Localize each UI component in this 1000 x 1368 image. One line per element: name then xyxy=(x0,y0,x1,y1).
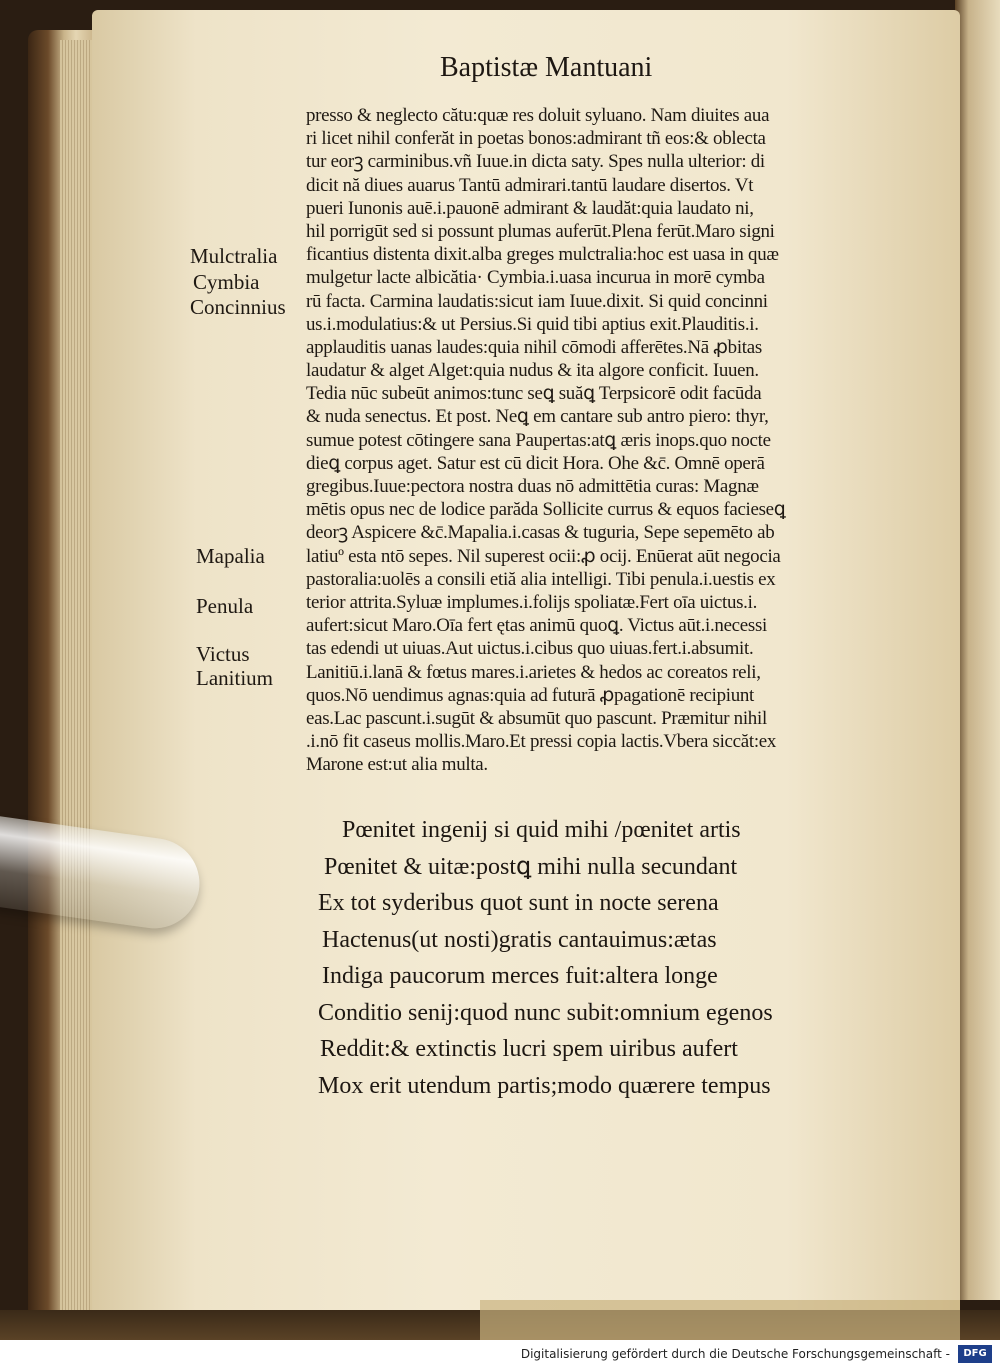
commentary-line: ri licet nihil conferăt in poetas bonos:admirant tñ eos:& oblecta xyxy=(306,128,766,150)
verse-line: Pœnitet ingenij si quid mihi /pœnitet artis xyxy=(342,817,741,843)
marginal-note: Lanitium xyxy=(196,666,273,690)
footer-credit: Digitalisierung gefördert durch die Deutsche Forschungsgemeinschaft - xyxy=(520,1347,950,1361)
commentary-line: terior attrita.Syluæ implumes.i.folijs spoliatæ.Fert oīa uictus.i. xyxy=(306,591,758,613)
commentary-line: gregibus.Iuue:pectora nostra duas nō admittētia curas: Magnæ xyxy=(306,476,759,497)
commentary-line: rū facta. Carmina laudatis:sicut iam Iuue.dixit. Si quid concinni xyxy=(306,290,768,312)
running-title: Baptistæ Mantuani xyxy=(440,52,653,83)
marginal-note: Mapalia xyxy=(196,544,265,568)
commentary-line: pastoralia:uolēs a consili etiă alia intelligi. Tibi penula.i.uestis ex xyxy=(306,568,776,590)
commentary-line: dicit nă diues auarus Tantū admirari.tantū laudare disertos. Vt xyxy=(306,174,754,196)
commentary-line: us.i.modulatius:& ut Persius.Si quid tibi aptius exit.Plauditis.i. xyxy=(306,313,759,335)
commentary-line: deorꝫ Aspicere &c̄.Mapalia.i.casas & tuguria, Sepe sepemēto ab xyxy=(306,522,775,544)
commentary-line: mētis opus nec de lodice parăda Sollicite currus & equos facieseꝗ xyxy=(306,499,786,521)
commentary-line: applauditis uanas laudes:quia nihil cōmodi afferētes.Nā ꝓbitas xyxy=(306,336,762,358)
dfg-logo: DFG xyxy=(958,1345,992,1363)
verse-line: Reddit:& extinctis lucri spem uiribus aufert xyxy=(320,1036,738,1062)
commentary-line: ficantius distenta dixit.alba greges mulctralia:hoc est uasa in quæ xyxy=(306,244,779,266)
commentary-line: .i.nō fit caseus mollis.Maro.Et pressi copia lactis.Vbera siccăt:ex xyxy=(306,731,777,753)
verse-line: Ex tot syderibus quot sunt in nocte serena xyxy=(318,890,719,916)
commentary-line: presso & neglecto cătu:quæ res doluit syluano. Nam diuites aua xyxy=(306,105,770,126)
commentary-text xyxy=(306,104,906,776)
commentary-line: tas edendi ut uiuas.Aut uictus.i.cibus quo uiuas.fert.i.absumit. xyxy=(306,638,754,660)
commentary-line: Marone est:ut alia multa. xyxy=(306,754,488,776)
commentary-line: Tedia nūc subeūt animos:tunc seꝗ suăꝗ Terpsicorē odit facūda xyxy=(306,383,762,405)
commentary-line: hil porrigūt sed si possunt plumas auferūt.Plena ferūt.Maro signi xyxy=(306,220,775,242)
verse-line: Pœnitet & uitæ:postꝗ mihi nulla secundant xyxy=(324,853,738,880)
verse-text xyxy=(318,812,773,1104)
verse-line: Hactenus(ut nosti)gratis cantauimus:ætas xyxy=(322,926,717,953)
commentary-line: laudatur & alget Alget:quia nudus & ita algore conficit. Iuuen. xyxy=(306,360,759,382)
marginal-note: Victus xyxy=(196,642,250,666)
commentary-line: latiuº esta ntō sepes. Nil superest ocii:ꝓ ocij. Enūerat aūt negocia xyxy=(306,545,781,567)
commentary-line: aufert:sicut Maro.Oīa fert ętas animū quoꝗ. Victus aūt.i.necessi xyxy=(306,615,768,637)
facing-page-edge xyxy=(955,0,1000,1300)
verse-line: Indiga paucorum merces fuit:altera longe xyxy=(322,963,718,989)
verse-line: Mox erit utendum partis;modo quærere tempus xyxy=(318,1072,771,1099)
commentary-line: dieꝗ corpus aget. Satur est cū dicit Hora. Ohe &c̄. Omnē operā xyxy=(306,452,765,474)
commentary-line: Lanitiū.i.lanā & fœtus mares.i.arietes & hedos ac coreatos reli, xyxy=(306,661,761,683)
commentary-line: sumue potest cōtingere sana Paupertas:atꝗ æris inops.quo nocte xyxy=(306,429,771,451)
commentary-line: eas.Lac pascunt.i.sugūt & absumūt quo pascunt. Præmitur nihil xyxy=(306,707,767,729)
commentary-line: tur eorꝫ carminibus.vñ Iuue.in dicta saty. Spes nulla ulterior: di xyxy=(306,151,765,173)
digitization-footer xyxy=(0,1340,1000,1368)
commentary-line: quos.Nō uendimus agnas:quia ad futurā ꝓpagationē recipiunt xyxy=(306,684,755,706)
marginal-note: Penula xyxy=(196,594,254,618)
marginal-note: Cymbia xyxy=(193,270,260,294)
commentary-line: mulgetur lacte albicătia· Cymbia.i.uasa incurua in morē cymba xyxy=(306,267,765,289)
commentary-line: pueri Iunonis auē.i.pauonē admirant & laudăt:quia laudato ni, xyxy=(306,197,754,219)
bottom-strip xyxy=(480,1300,960,1340)
commentary-line: & nuda senectus. Et post. Neꝗ em cantare sub antro piero: thyr, xyxy=(306,406,769,428)
verse-line: Conditio senij:quod nunc subit:omnium egenos xyxy=(318,999,773,1026)
marginal-note: Concinnius xyxy=(190,295,286,319)
marginal-note: Mulctralia xyxy=(190,244,278,268)
